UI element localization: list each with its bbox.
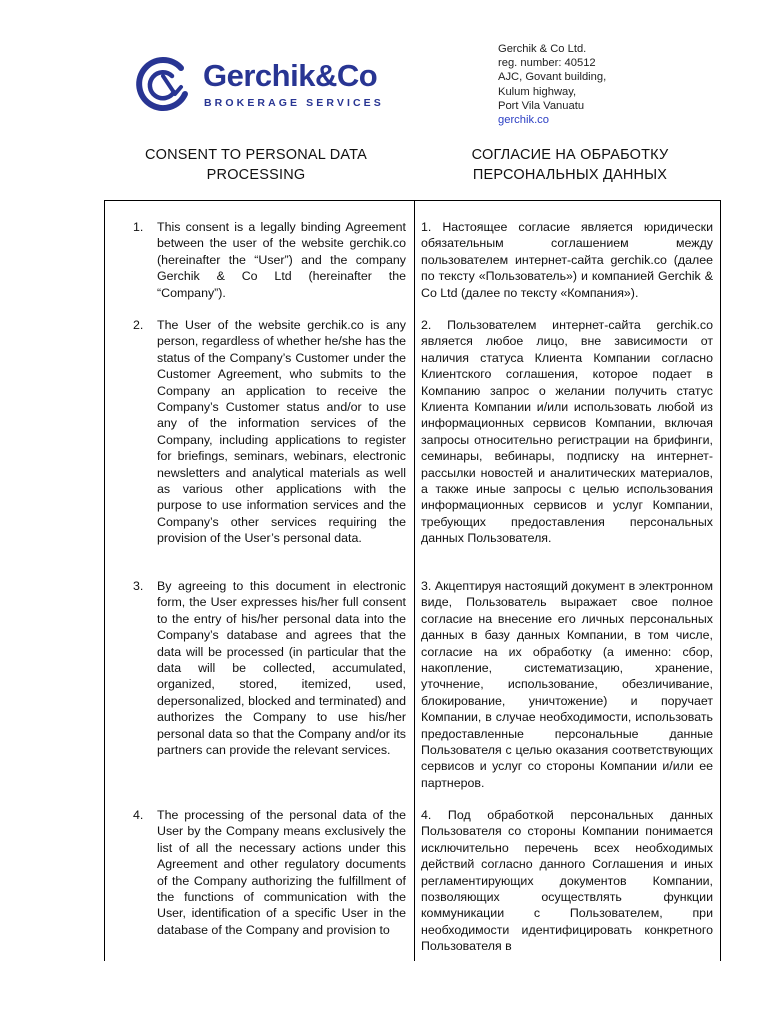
clause-number: 3. xyxy=(133,579,144,593)
company-info xyxy=(498,42,606,127)
logo-name: Gerchik&Co xyxy=(203,58,378,93)
clause-3-russian: 3. Акцептируя настоящий документ в электронном виде, Пользователь выражает свое полное согласие на внесение его личных персональных данных в базу данных Компании, в том числе, согласие на их обработку (а именно: сбор, накопление, систематизацию, хранение, уточнение, использование, обезличивание, блокирование, уничтожение) и поручает Компании, в случае необходимости, использовать предоставленные персональные данные Пользователя с целью оказания соответствующих сервисов и услуг со стороны Компании и/или ее партнеров. xyxy=(421,579,713,790)
gerchik-logo-icon xyxy=(133,54,193,114)
clause-2-english: The User of the website gerchik.co is any person, regardless of whether he/she has the status of the Company’s Customer under the Customer Agreement, who submits to the Company an application to receive the Company’s Customer status and/or to use any of the information services of the Company, including applications to register for briefings, seminars, webinars, electronic newsletters and analytical materials as well as various other applications with the purpose to use information services and the Company’s other services requiring the provision of the User’s personal data. xyxy=(157,318,406,546)
clause-number: 4. xyxy=(133,808,144,822)
heading-english: CONSENT TO PERSONAL DATA PROCESSING xyxy=(144,147,368,183)
company-address-line: Kulum highway, xyxy=(498,85,577,98)
company-reg-number: reg. number: 40512 xyxy=(498,57,596,70)
english-column xyxy=(105,201,414,961)
clause-number: 2. xyxy=(133,318,144,332)
company-name: Gerchik & Co Ltd. xyxy=(498,43,587,55)
company-address-line: AJC, Govant building, xyxy=(498,71,607,84)
company-logo xyxy=(133,54,383,114)
clause-4-english: The processing of the personal data of the User by the Company means exclusively the list of all the necessary actions under this Agreement and other regulatory documents of the Company authorizing the fulfillment of the functions of communication with the User, identification of a specific User in the database of the Company and provision to xyxy=(157,808,406,937)
clause-4-russian: 4. Под обработкой персональных данных Пользователя со стороны Компании понимается исключительно перечень всех необходимых действий согласно данного Соглашения и иных регламентирующих документов Компании, позволяющих осуществлять функции коммуникации с Пользователем, при необходимости идентифицировать конкретного Пользователя в xyxy=(421,808,713,954)
clause-1-russian: 1. Настоящее согласие является юридически обязательным соглашением между пользователем интернет-сайта gerchik.co (далее по тексту «Пользователь») и компанией Gerchik & Co Ltd (далее по тексту «Компания»). xyxy=(421,220,713,300)
clause-2-russian: 2. Пользователем интернет-сайта gerchik.co является любое лицо, вне зависимости от наличия статуса Клиента Компании согласно Клиентского соглашения, которое подает в Компанию запрос о желании получить статус Клиента Компании и/или использовать любой из информационных сервисов Компании, включая запросы относительно регистрации на брифинги, семинары, вебинары, подписку на интернет-рассылки новостей и аналитических материалов, а также иные запросы с целью использования информационных сервисов и услуг Компании, требующих предоставления персональных данных Пользователя. xyxy=(421,318,713,546)
website-link[interactable]: gerchik.co xyxy=(498,114,549,127)
clause-number: 1. xyxy=(133,220,144,234)
heading-russian: СОГЛАСИЕ НА ОБРАБОТКУ ПЕРСОНАЛЬНЫХ ДАННЫХ xyxy=(471,147,669,183)
company-address-line: Port Vila Vanuatu xyxy=(498,99,585,112)
bilingual-table xyxy=(104,200,721,961)
russian-column xyxy=(415,201,720,961)
clause-1-english: This consent is a legally binding Agreement between the user of the website gerchik.co (hereinafter the “User”) and the company Gerchik & Co Ltd (hereinafter the “Company”). xyxy=(157,220,406,300)
clause-3-english: By agreeing to this document in electronic form, the User expresses his/her full consent to the entry of his/her personal data into the Company’s database and agrees that the data will be processed (in particular that the data will be collected, accumulated, organized, stored, itemized, used, depersonalized, blocked and terminated) and authorizes the Company to use his/her personal data so that the Company and/or its partners can provide the relevant services. xyxy=(157,579,406,758)
logo-tagline: BROKERAGE SERVICES xyxy=(204,97,384,109)
